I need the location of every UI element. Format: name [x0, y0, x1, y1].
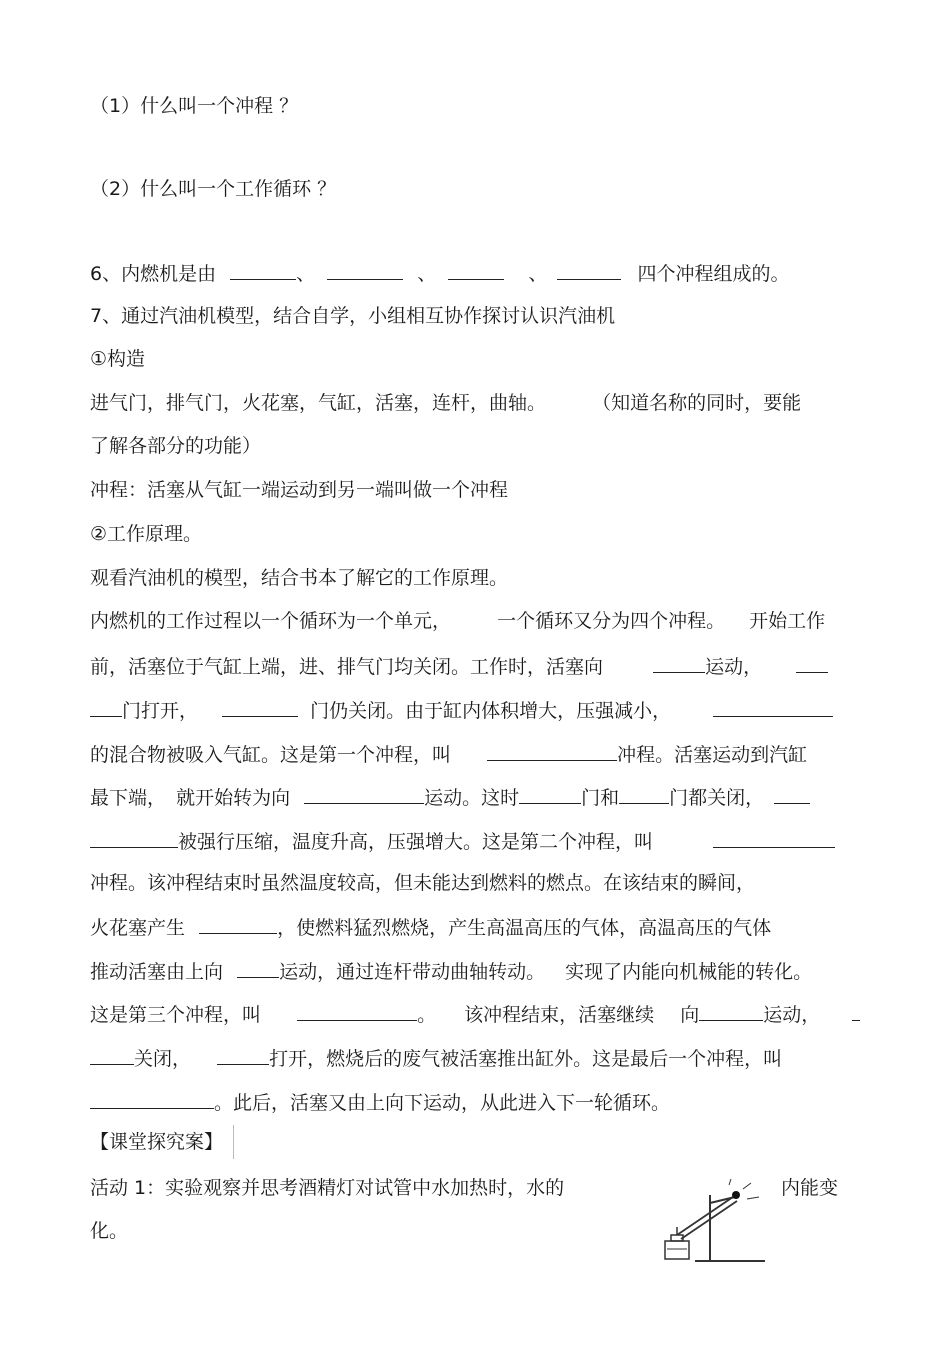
blank-valve-e[interactable] [852, 1000, 860, 1021]
blank-stroke-4[interactable] [557, 259, 621, 280]
text-segment: ，使燃料猛烈燃烧，产生高温高压的气体，高温高压的气体 [277, 917, 772, 939]
text-segment: 冲程。活塞运动到汽缸 [617, 744, 808, 766]
text-segment: 内燃机的工作过程以一个循环为一个单元， [90, 610, 452, 632]
blank-valve-c[interactable] [519, 783, 581, 804]
para-line-1 [90, 608, 825, 634]
blank-valve-a-cont[interactable] [90, 696, 122, 717]
text-segment: 。 [417, 1004, 437, 1026]
text-segment: 火花塞产生 [90, 917, 186, 939]
para-line-9 [90, 957, 812, 985]
text-segment: 。此后，活塞又由上向下运动，从此进入下一轮循环。 [214, 1092, 671, 1114]
q6-separator: 、 [296, 263, 316, 285]
para-line-12 [90, 1088, 670, 1116]
construct-body [90, 390, 801, 416]
text-segment: 门打开， [122, 700, 199, 722]
text-segment: 门都关闭， [669, 787, 765, 809]
blank-valve-b[interactable] [222, 696, 298, 717]
blank-mixture[interactable] [713, 696, 833, 717]
blank-valve-d[interactable] [619, 783, 669, 804]
text-segment: 向 [680, 1004, 700, 1026]
text-segment: 的混合物被吸入气缸。这是第一个冲程，叫 [90, 744, 452, 766]
text-segment: 打开，燃烧后的废气被活塞推出缸外。这是最后一个冲程，叫 [269, 1048, 783, 1070]
text-segment: 就开始转为向 [176, 787, 291, 809]
text-segment: 实现了内能向机械能的转化。 [565, 961, 813, 983]
text-segment: 这是第三个冲程，叫 [90, 1004, 262, 1026]
blank-stroke-exhaust[interactable] [90, 1088, 214, 1109]
q6-suffix: 四个冲程组成的。 [637, 263, 790, 285]
para-line-6 [90, 827, 835, 855]
text-segment: 一个循环又分为四个冲程。 [497, 610, 726, 632]
question-1: （1）什么叫一个冲程 ？ [90, 95, 299, 117]
blank-stroke-1[interactable] [230, 259, 296, 280]
question-2: （2）什么叫一个工作循环 ？ [90, 178, 337, 200]
para-line-7: 冲程。该冲程结束时虽然温度较高，但未能达到燃料的燃点。在该结束的瞬间， [90, 872, 756, 894]
activity-1-cont: 内能变 [781, 1177, 839, 1199]
blank-valve-a[interactable] [796, 652, 828, 673]
text-segment: 关闭， [134, 1048, 192, 1070]
stroke-definition: 冲程：活塞从气缸一端运动到另一端叫做一个冲程 [90, 479, 509, 501]
blank-stroke-intake[interactable] [487, 740, 617, 761]
text-segment: 门仍关闭。由于缸内体积增大，压强减小， [310, 700, 672, 722]
construct-parts: 进气门，排气门，火花塞，气缸，活塞，连杆，曲轴。 [90, 392, 547, 414]
blank-direction-4[interactable] [699, 1000, 763, 1021]
construct-note-cont: 了解各部分的功能） [90, 435, 262, 457]
blank-direction-2[interactable] [304, 783, 424, 804]
text-segment: 运动， [763, 1004, 821, 1026]
blank-spark[interactable] [199, 913, 277, 934]
text-segment: 开始工作 [749, 610, 826, 632]
text-segment: 运动，通过连杆带动曲轴转动。 [279, 961, 546, 983]
q6-separator: 、 [417, 263, 437, 285]
q6-prefix: 6、内燃机是由 [90, 263, 217, 285]
para-line-2 [90, 652, 828, 680]
blank-stroke-compression[interactable] [713, 827, 835, 848]
para-line-10 [90, 1000, 860, 1028]
para-line-5 [90, 783, 810, 811]
blank-valve-f[interactable] [217, 1044, 269, 1065]
para-line-3 [90, 696, 833, 724]
text-segment: 门和 [581, 787, 620, 809]
activity-1 [90, 1175, 564, 1201]
construct-note: （知道名称的同时，要能 [592, 392, 802, 414]
blank-stroke-power[interactable] [297, 1000, 417, 1021]
question-6 [90, 259, 789, 287]
text-segment: 最下端， [90, 787, 167, 809]
blank-direction-3[interactable] [237, 957, 279, 978]
principle-title: ②工作原理。 [90, 523, 203, 545]
para-line-8 [90, 913, 771, 941]
text-segment: 推动活塞由上向 [90, 961, 224, 983]
text-segment: 该冲程结束，活塞继续 [464, 1004, 655, 1026]
text-segment: 运动。这时 [424, 787, 520, 809]
blank-compressed-cont[interactable] [90, 827, 178, 848]
q6-separator: 、 [528, 263, 548, 285]
blank-direction[interactable] [653, 652, 705, 673]
text-segment: 活动 1：实验观察并思考酒精灯对试管中水加热时，水的 [90, 1177, 565, 1199]
text-segment: 被强行压缩，温度升高，压强增大。这是第二个冲程，叫 [178, 831, 654, 853]
text-segment: 运动， [705, 656, 763, 678]
text-segment: 前，活塞位于气缸上端，进、排气门均关闭。工作时，活塞向 [90, 656, 604, 678]
principle-intro: 观看汽油机的模型，结合书本了解它的工作原理。 [90, 567, 509, 589]
blank-valve-e-cont[interactable] [90, 1044, 134, 1065]
question-7: 7、通过汽油机模型，结合自学，小组相互协作探讨认识汽油机 [90, 305, 616, 327]
section-title: 【课堂探究案】 [90, 1125, 234, 1159]
blank-stroke-3[interactable] [448, 259, 504, 280]
para-line-4 [90, 740, 807, 768]
construct-title: ①构造 [90, 348, 146, 370]
para-line-11 [90, 1044, 782, 1072]
test-tube-heating-icon [655, 1175, 775, 1265]
blank-stroke-2[interactable] [327, 259, 403, 280]
activity-1-end: 化。 [90, 1220, 129, 1242]
blank-compressed[interactable] [774, 783, 810, 804]
